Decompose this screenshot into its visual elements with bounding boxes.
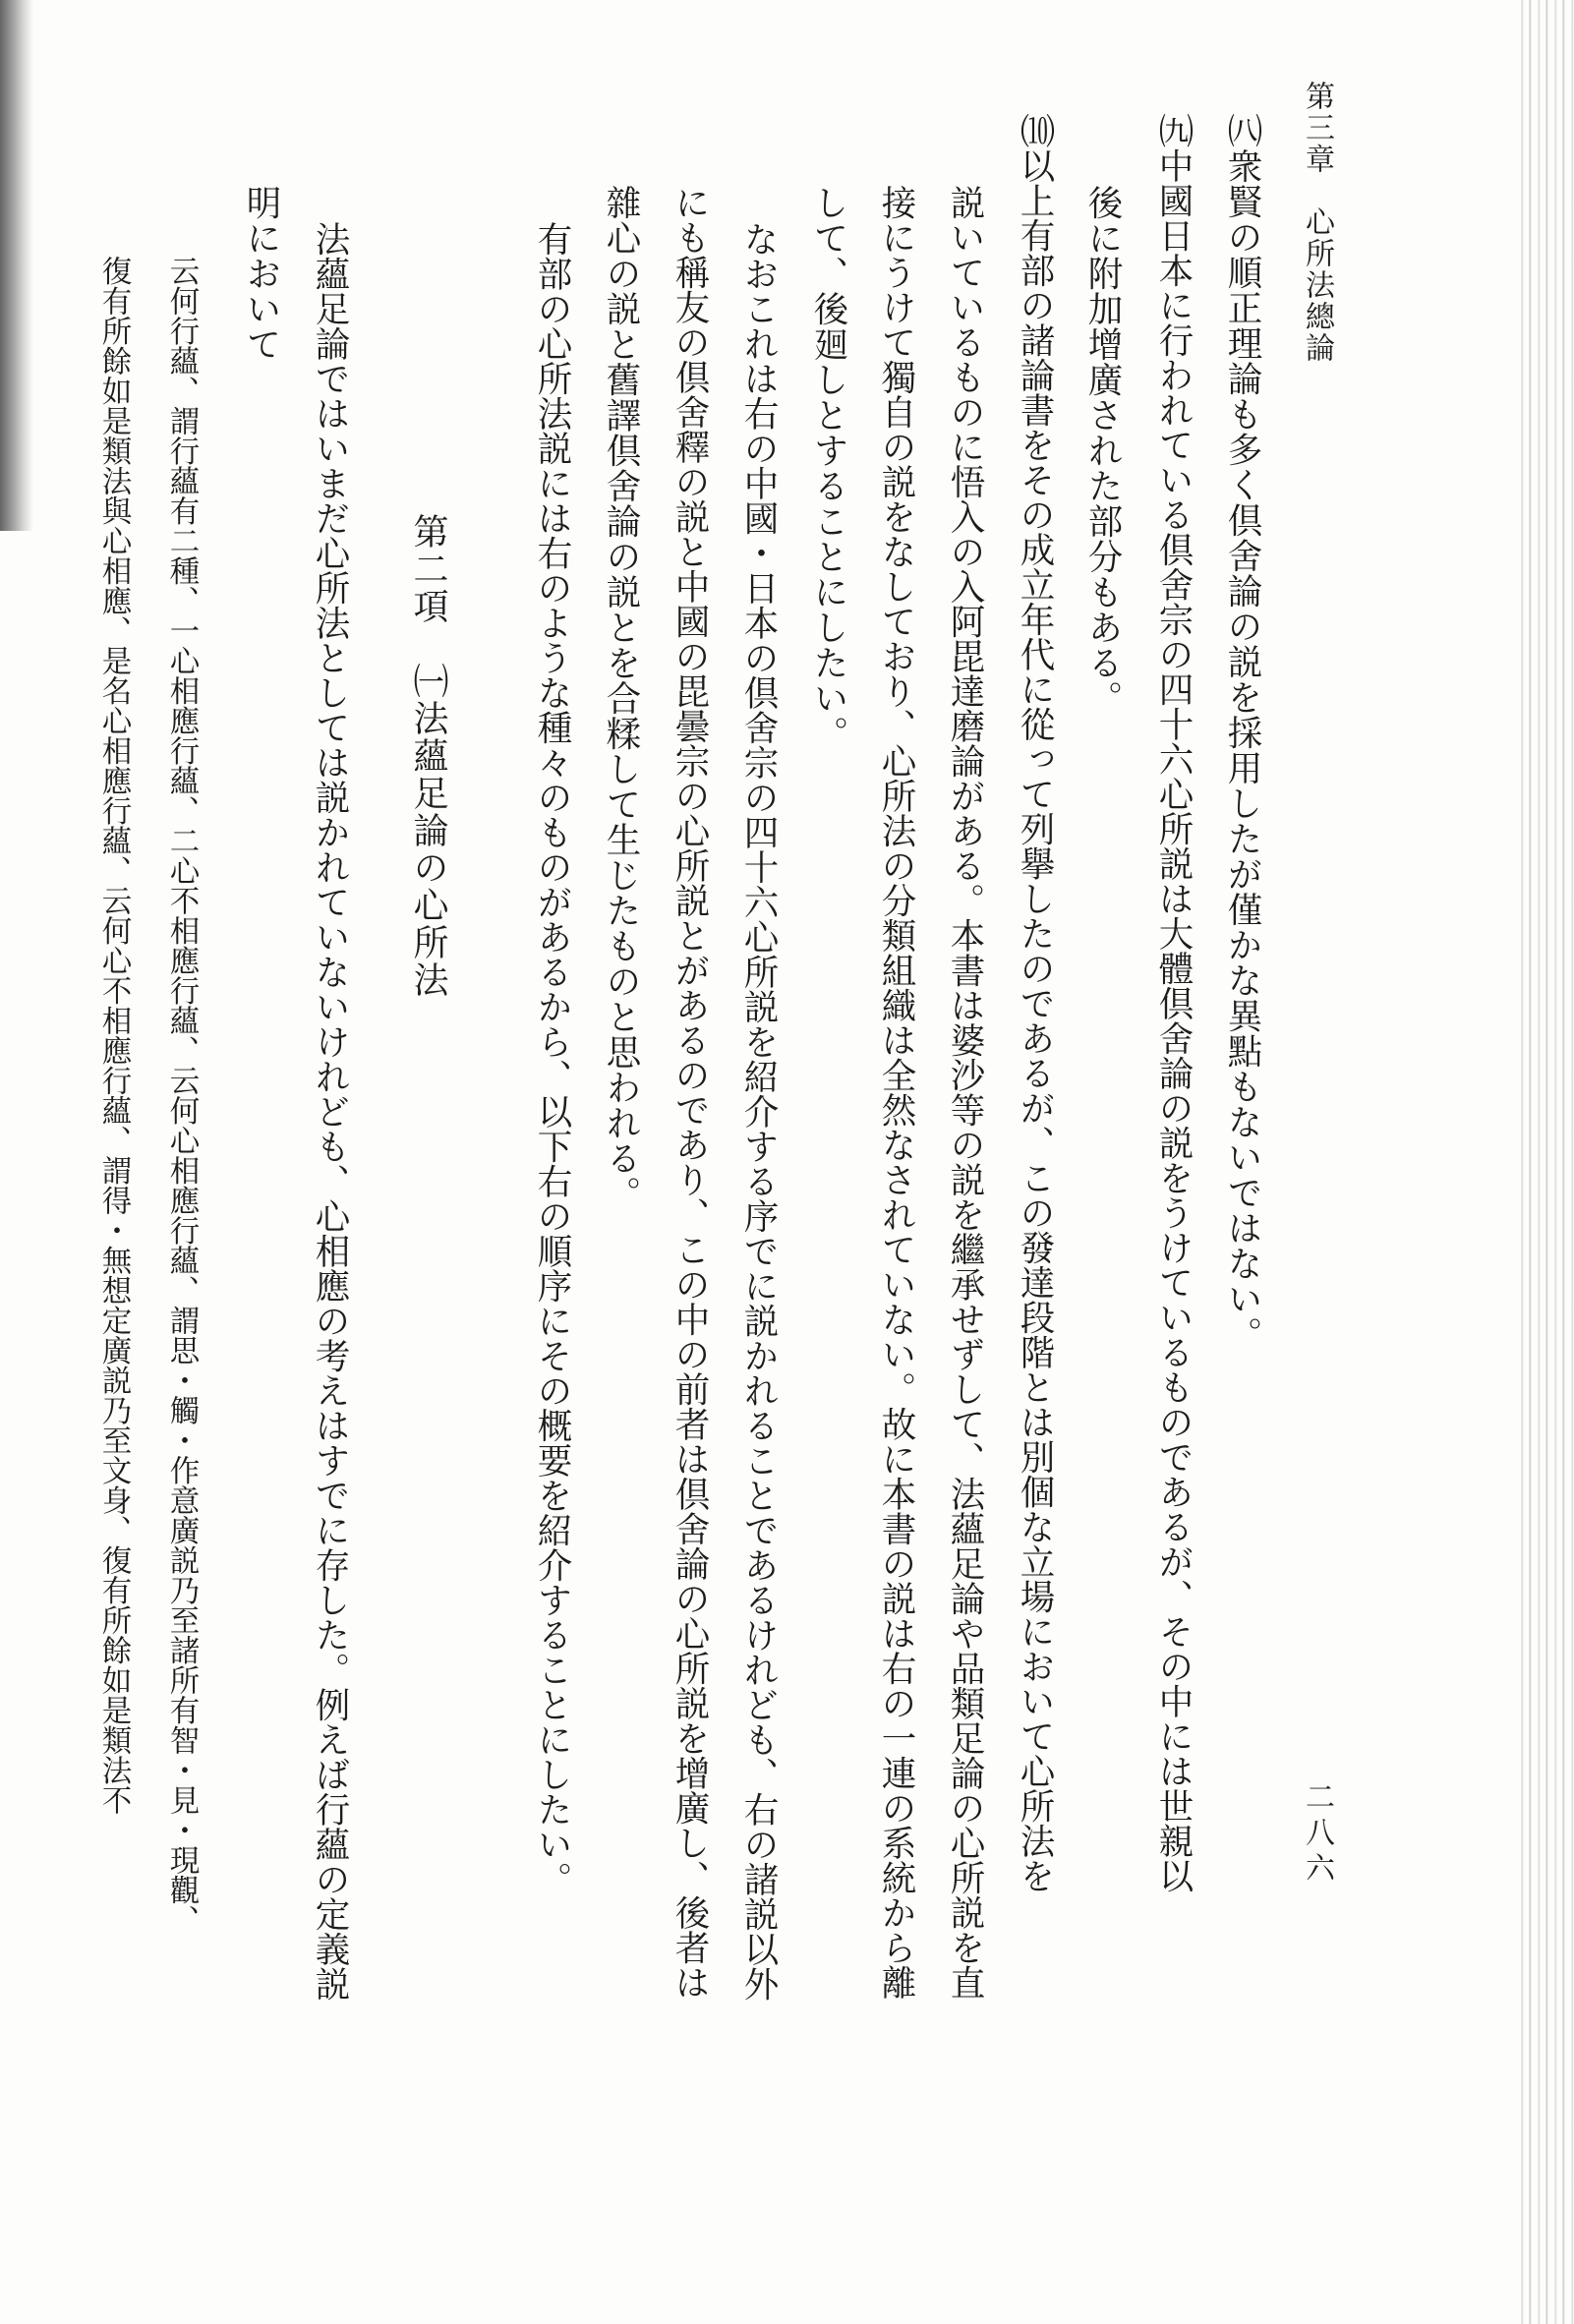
intro-line: 法蘊足論ではいまだ心所法としては説かれていないけれども、心相應の考えはすでに存した。例えば行蘊の定義説 (310, 221, 350, 2002)
page-number: 二八六 (1300, 1781, 1334, 1888)
body-line: なおこれは右の中國・日本の倶舍宗の四十六心所説を紹介する序でに説かれることであるけれども、右の諸説以外 (738, 221, 779, 2002)
body-line: して、後廻しとすることにしたい。 (808, 185, 848, 751)
body-line: 説いているものに悟入の入阿毘達磨論がある。本書は婆沙等の説を繼承せずして、法蘊足論や品類足論の心所説を直 (945, 185, 985, 2000)
body-line: ㈨中國日本に行われている倶舍宗の四十六心所説は大體倶舍論の説をうけているものであるが、その中には世親以 (1153, 113, 1194, 1893)
body-line: 有部の心所法説には右のような種々のものがあるから、以下右の順序にその概要を紹介することにしたい。 (532, 221, 572, 1896)
quote-line: 復有所餘如是類法與心相應、是名心相應行蘊、云何心不相應行蘊、謂得・無想定廣説乃至文身、復有所餘如是類法不 (96, 256, 131, 1815)
chapter-header: 第三章 心所法總論 (1300, 81, 1334, 364)
body-line: にも稱友の倶舍釋の説と中國の毘曇宗の心所説とがあるのであり、この中の前者は倶舍論の心所説を增廣し、後者は (670, 185, 710, 2000)
scan-shadow-right (1515, 0, 1574, 2324)
quote-line: 云何行蘊、謂行蘊有二種、一心相應行蘊、二心不相應行蘊、云何心相應行蘊、謂思・觸・作意廣説乃至諸所有智・見・現觀、 (164, 256, 199, 1935)
intro-line: 明において (241, 185, 281, 362)
body-line: 接にうけて獨自の説をなしており、心所法の分類組織は全然なされていない。故に本書の説は右の一連の系統から離 (876, 185, 916, 2000)
body-line: ㈧衆賢の順正理論も多く倶舍論の説を採用したが僅かな異點もないではない。 (1222, 113, 1262, 1352)
section-heading: 第二項 ㈠法蘊足論の心所法 (408, 513, 448, 999)
scan-shadow-left (0, 0, 33, 531)
body-line: ⑽以上有部の諸論書をその成立年代に從って列擧したのであるが、この發達段階とは別個な立場において心所法を (1015, 113, 1055, 1893)
body-line: 後に附加增廣された部分もある。 (1082, 185, 1123, 716)
body-line: 雜心の説と舊譯倶舍論の説とを合糅して生じたものと思われる。 (601, 185, 641, 1211)
